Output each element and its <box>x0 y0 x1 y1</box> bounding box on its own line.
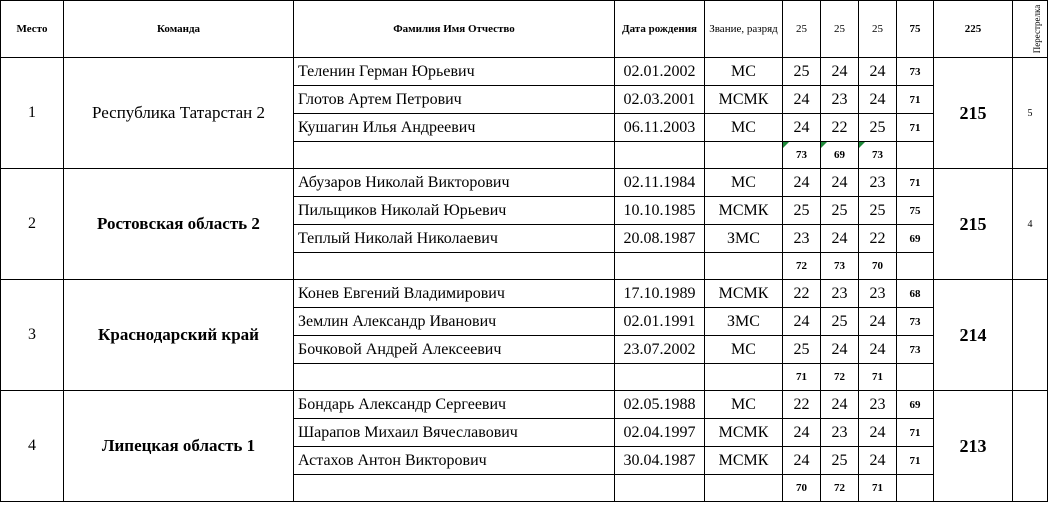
athlete-birth: 06.11.2003 <box>615 114 705 142</box>
athlete-rank: МСМК <box>705 280 783 308</box>
series-2-score: 24 <box>821 336 859 364</box>
team-place: 2 <box>1 169 64 280</box>
header-row <box>1 1 1048 58</box>
series-empty-rank <box>705 253 783 280</box>
series-2-score: 24 <box>821 391 859 419</box>
series-1-score: 22 <box>783 391 821 419</box>
athlete-rank: МС <box>705 114 783 142</box>
series-empty-name <box>294 364 615 391</box>
series-1-score: 24 <box>783 169 821 197</box>
athlete-rank: ЗМС <box>705 308 783 336</box>
athlete-sum: 69 <box>897 225 934 253</box>
series-empty-sum <box>897 253 934 280</box>
athlete-rank: МСМК <box>705 86 783 114</box>
team-series-3-total: 70 <box>859 253 897 280</box>
series-2-score: 23 <box>821 86 859 114</box>
athlete-rank: ЗМС <box>705 225 783 253</box>
header-series-1: 25 <box>783 1 821 58</box>
athlete-name: Землин Александр Иванович <box>294 308 615 336</box>
series-1-score: 25 <box>783 336 821 364</box>
team-name: Республика Татарстан 2 <box>64 58 294 169</box>
team-series-1-total: 72 <box>783 253 821 280</box>
series-empty-name <box>294 253 615 280</box>
header-series-total: 75 <box>897 1 934 58</box>
series-empty-name <box>294 142 615 169</box>
athlete-sum: 68 <box>897 280 934 308</box>
team-name: Краснодарский край <box>64 280 294 391</box>
athlete-name: Глотов Артем Петрович <box>294 86 615 114</box>
athlete-name: Шарапов Михаил Вячеславович <box>294 419 615 447</box>
athlete-name: Астахов Антон Викторович <box>294 447 615 475</box>
team-place: 3 <box>1 280 64 391</box>
series-2-score: 23 <box>821 419 859 447</box>
athlete-birth: 02.03.2001 <box>615 86 705 114</box>
team-series-1-total: 73 <box>783 142 821 169</box>
athlete-row <box>1 169 1048 197</box>
athlete-sum: 71 <box>897 114 934 142</box>
athlete-name: Теплый Николай Николаевич <box>294 225 615 253</box>
team-shootoff <box>1013 391 1048 502</box>
athlete-name: Кушагин Илья Андреевич <box>294 114 615 142</box>
athlete-birth: 02.05.1988 <box>615 391 705 419</box>
team-series-3-total: 71 <box>859 364 897 391</box>
athlete-birth: 02.11.1984 <box>615 169 705 197</box>
series-1-score: 24 <box>783 419 821 447</box>
team-total: 215 <box>934 169 1013 280</box>
series-1-score: 24 <box>783 86 821 114</box>
series-2-score: 24 <box>821 225 859 253</box>
series-3-score: 24 <box>859 86 897 114</box>
athlete-sum: 73 <box>897 336 934 364</box>
header-total: 225 <box>934 1 1013 58</box>
team-series-2-total: 72 <box>821 475 859 502</box>
header-fio: Фамилия Имя Отчество <box>294 1 615 58</box>
header-place: Место <box>1 1 64 58</box>
team-shootoff: 5 <box>1013 58 1048 169</box>
athlete-name: Пильщиков Николай Юрьевич <box>294 197 615 225</box>
series-3-score: 23 <box>859 169 897 197</box>
series-3-score: 25 <box>859 114 897 142</box>
series-3-score: 23 <box>859 391 897 419</box>
series-3-score: 24 <box>859 336 897 364</box>
series-empty-sum <box>897 475 934 502</box>
team-place: 1 <box>1 58 64 169</box>
athlete-rank: МС <box>705 336 783 364</box>
athlete-row <box>1 58 1048 86</box>
team-series-2-total: 73 <box>821 253 859 280</box>
series-empty-birth <box>615 253 705 280</box>
series-3-score: 22 <box>859 225 897 253</box>
athlete-birth: 20.08.1987 <box>615 225 705 253</box>
series-2-score: 24 <box>821 58 859 86</box>
athlete-rank: МСМК <box>705 419 783 447</box>
athlete-sum: 75 <box>897 197 934 225</box>
athlete-name: Теленин Герман Юрьевич <box>294 58 615 86</box>
series-empty-birth <box>615 364 705 391</box>
athlete-sum: 71 <box>897 86 934 114</box>
series-2-score: 23 <box>821 280 859 308</box>
athlete-birth: 02.01.1991 <box>615 308 705 336</box>
athlete-name: Бочковой Андрей Алексеевич <box>294 336 615 364</box>
series-2-score: 24 <box>821 169 859 197</box>
series-2-score: 25 <box>821 447 859 475</box>
team-total: 215 <box>934 58 1013 169</box>
team-series-3-total: 71 <box>859 475 897 502</box>
athlete-birth: 02.01.2002 <box>615 58 705 86</box>
series-3-score: 25 <box>859 197 897 225</box>
athlete-name: Конев Евгений Владимирович <box>294 280 615 308</box>
series-1-score: 24 <box>783 114 821 142</box>
team-total: 214 <box>934 280 1013 391</box>
series-empty-sum <box>897 142 934 169</box>
series-2-score: 25 <box>821 308 859 336</box>
header-rank: Звание, разряд <box>705 1 783 58</box>
athlete-name: Абузаров Николай Викторович <box>294 169 615 197</box>
series-3-score: 23 <box>859 280 897 308</box>
team-series-1-total: 71 <box>783 364 821 391</box>
athlete-birth: 17.10.1989 <box>615 280 705 308</box>
header-birth: Дата рождения <box>615 1 705 58</box>
athlete-birth: 23.07.2002 <box>615 336 705 364</box>
team-place: 4 <box>1 391 64 502</box>
athlete-rank: МС <box>705 169 783 197</box>
series-3-score: 24 <box>859 447 897 475</box>
series-empty-birth <box>615 475 705 502</box>
series-1-score: 24 <box>783 308 821 336</box>
athlete-row <box>1 391 1048 419</box>
athlete-sum: 73 <box>897 58 934 86</box>
series-empty-rank <box>705 142 783 169</box>
athlete-sum: 73 <box>897 308 934 336</box>
series-1-score: 23 <box>783 225 821 253</box>
series-empty-sum <box>897 364 934 391</box>
team-shootoff: 4 <box>1013 169 1048 280</box>
series-1-score: 22 <box>783 280 821 308</box>
team-series-1-total: 70 <box>783 475 821 502</box>
team-series-3-total: 73 <box>859 142 897 169</box>
team-name: Липецкая область 1 <box>64 391 294 502</box>
series-empty-birth <box>615 142 705 169</box>
athlete-birth: 30.04.1987 <box>615 447 705 475</box>
team-series-2-total: 69 <box>821 142 859 169</box>
athlete-sum: 71 <box>897 419 934 447</box>
athlete-birth: 02.04.1997 <box>615 419 705 447</box>
header-series-2: 25 <box>821 1 859 58</box>
series-3-score: 24 <box>859 419 897 447</box>
header-team: Команда <box>64 1 294 58</box>
athlete-rank: МСМК <box>705 447 783 475</box>
team-name: Ростовская область 2 <box>64 169 294 280</box>
athlete-rank: МСМК <box>705 197 783 225</box>
header-shootoff-label: Перестрелка <box>1032 4 1043 54</box>
series-1-score: 25 <box>783 197 821 225</box>
athlete-rank: МС <box>705 391 783 419</box>
team-shootoff <box>1013 280 1048 391</box>
series-2-score: 25 <box>821 197 859 225</box>
athlete-rank: МС <box>705 58 783 86</box>
series-empty-rank <box>705 475 783 502</box>
series-1-score: 25 <box>783 58 821 86</box>
athlete-sum: 69 <box>897 391 934 419</box>
team-total: 213 <box>934 391 1013 502</box>
header-shootoff <box>1013 1 1048 58</box>
series-2-score: 22 <box>821 114 859 142</box>
athlete-name: Бондарь Александр Сергеевич <box>294 391 615 419</box>
athlete-sum: 71 <box>897 169 934 197</box>
athlete-birth: 10.10.1985 <box>615 197 705 225</box>
series-1-score: 24 <box>783 447 821 475</box>
header-series-3: 25 <box>859 1 897 58</box>
series-3-score: 24 <box>859 58 897 86</box>
series-3-score: 24 <box>859 308 897 336</box>
team-series-2-total: 72 <box>821 364 859 391</box>
athlete-row <box>1 280 1048 308</box>
series-empty-rank <box>705 364 783 391</box>
series-empty-name <box>294 475 615 502</box>
athlete-sum: 71 <box>897 447 934 475</box>
